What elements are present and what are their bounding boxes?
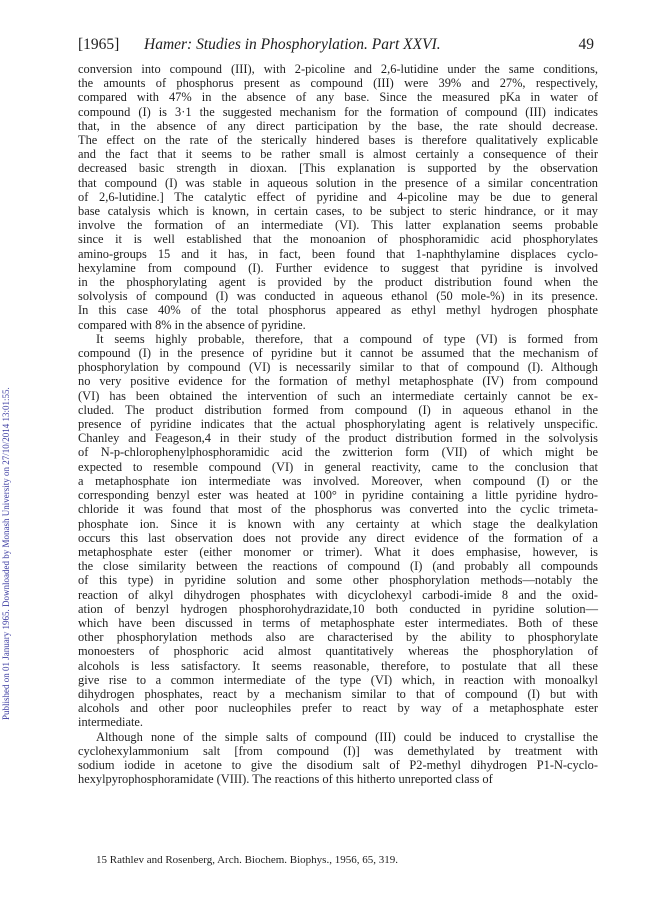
text-line: cyclohexylammonium salt [from compound (I)] was demethylated by treatment with <box>78 743 598 758</box>
text-line: reaction of alkyl dihydrogen phosphates with dicyclohexyl carbodi-imide 8 and the oxid- <box>78 587 598 602</box>
text-line: Although none of the simple salts of compound (III) could be induced to crystallise the <box>96 729 598 744</box>
text-line: alcohols and other poor nucleophiles prefer to react by way of a metaphosphate ester <box>78 701 598 716</box>
text-line: Chanley and Feageson,4 in their study of the product distribution formed in the solvolysis <box>78 431 598 446</box>
text-line: chloride it was found that most of the phosphorus was converted into the cyclic trimeta- <box>78 502 598 517</box>
text-line: other phosphorylation methods also are characterised by the ability to phosphorylate <box>78 630 598 645</box>
text-line: The effect on the rate of the sterically hindered bases is therefore qualitatively explicable <box>78 133 598 148</box>
text-line: In this case 40% of the total phosphorus appeared as ethyl methyl hydrogen phosphate <box>78 303 598 318</box>
text-line: amino-groups 15 and it has, in fact, been found that 1-naphthylamine displaces cyclo- <box>78 246 598 261</box>
text-line: solvolysis of compound (I) was conducted in aqueous ethanol (50 mole-%) in its presence. <box>78 289 598 304</box>
text-line: since it is well established that the monoanion of phosphoramidic acid phosphorylates <box>78 232 598 247</box>
text-line: expected to resemble compound (VI) in general reactivity, came to the conclusion that <box>78 459 598 474</box>
text-line: conversion into compound (III), with 2-picoline and 2,6-lutidine under the same conditions, <box>78 62 598 76</box>
paragraph-3 <box>78 730 598 787</box>
text-line: cluded. The product distribution formed from compound (I) in aqueous ethanol in the <box>78 402 598 417</box>
text-line: corresponding benzyl ester was heated at 100° in pyridine containing a little pyridine hydro- <box>78 488 598 503</box>
text-line: hexylpyrophosphoramidate (VIII). The reactions of this hitherto unreported class of <box>78 772 493 787</box>
text-line: of N-p-chlorophenylphosphoramidic acid the zwitterion form (VII) of which might be <box>78 445 598 460</box>
running-header <box>78 36 594 56</box>
text-line: (VI) has been obtained the intervention of such an intermediate certainly cannot be ex- <box>78 388 598 403</box>
text-line: in the phosphorylating agent is provided by the product distribution found when the <box>78 275 598 290</box>
text-line: sodium iodide in acetone to give the disodium salt of P2-methyl dihydrogen P1-N-cyclo- <box>78 757 598 772</box>
journal-year: [1965] <box>78 36 120 53</box>
paragraph-1 <box>78 62 598 332</box>
text-line: presence of pyridine indicates that the actual phosphorylating agent is relatively unspecific. <box>78 417 598 432</box>
text-line: dihydrogen phosphates, react by a mechanism similar to that of compound (I) but with <box>78 686 598 701</box>
text-line: metaphosphate ester (either monomer or trimer). What it does emphasise, however, is <box>78 544 598 559</box>
article-body <box>78 62 598 786</box>
text-line: a metaphosphate ion intermediate was involved. Moreover, when compound (I) or the <box>78 473 598 488</box>
text-line: the close similarity between the reactions of compound (I) (and probably all compounds <box>78 559 598 574</box>
text-line: occurs this last observation does not provide any direct evidence of the formation of a <box>78 530 598 545</box>
text-line: of 2,6-lutidine.] The catalytic effect of pyridine and 4-picoline may be due to general <box>78 189 598 204</box>
text-line: that, in the absence of any direct participation by the base, the rate should decrease. <box>78 118 598 133</box>
text-line: of this type) in pyridine solution and some other phosphorylation methods—notably the <box>78 573 598 588</box>
running-title: Hamer: Studies in Phosphorylation. Part XXVI. <box>144 36 441 53</box>
publication-watermark-link[interactable]: Published on 01 January 1965. Downloaded by Monash University on 27/10/2014 13:01:55. <box>1 387 11 720</box>
text-line: hexylamine from compound (I). Further evidence to suggest that pyridine is involved <box>78 260 598 275</box>
text-line: monoesters of phosphoric acid almost quantitatively whereas the phosphorylation of <box>78 644 598 659</box>
text-line: compound (I) in the presence of pyridine but it cannot be assumed that the mechanism of <box>78 346 598 361</box>
text-line: compared with 8% in the absence of pyridine. <box>78 317 306 332</box>
footnote: 15 Rathlev and Rosenberg, Arch. Biochem. Biophys., 1956, 65, 319. <box>96 854 398 866</box>
text-line: decreased basic strength in dioxan. [This explanation is supported by the observation <box>78 161 598 176</box>
text-line: that compound (I) was stable in aqueous solution in the presence of a similar concentration <box>78 175 598 190</box>
text-line: base catalysis which is known, in certain cases, to be subject to steric hindrance, or it may <box>78 204 598 219</box>
text-line: the amounts of phosphorus present as compound (III) were 39% and 27%, respectively, <box>78 76 598 91</box>
text-line: alcohols is less satisfactory. It seems reasonable, therefore, to postulate that all these <box>78 658 598 673</box>
text-line: compared with 47% in the absence of any base. Since the measured pKa in water of <box>78 90 598 105</box>
paragraph-2 <box>78 332 598 730</box>
text-line: ation of benzyl hydrogen phosphorohydrazidate,10 both conducted in pyridine solution— <box>78 601 598 616</box>
text-line: intermediate. <box>78 715 144 730</box>
text-line: which have been discussed in terms of metaphosphate ester intermediates. Both of these <box>78 615 598 630</box>
text-line: give rise to a common intermediate of the type (VI) which, in reaction with monoalkyl <box>78 672 598 687</box>
text-line: phosphate ion. Since it is known with any certainty at which stage the dealkylation <box>78 516 598 531</box>
text-line: It seems highly probable, therefore, that a compound of type (VI) is formed from <box>96 331 598 346</box>
text-line: and the fact that it seems to be rather small is almost certainly a consequence of their <box>78 147 598 162</box>
text-line: involve the formation of an intermediate (VI). This latter explanation seems probable <box>78 218 598 233</box>
page-number: 49 <box>578 36 594 53</box>
text-line: compound (I) is 3·1 the suggested mechanism for the formation of compound (III) indicates <box>78 104 598 119</box>
text-line: no very positive evidence for the formation of methyl metaphosphate (IV) from compound <box>78 374 598 389</box>
text-line: phosphorylation by compound (VI) is necessarily similar to that of compound (I). Although <box>78 360 598 375</box>
